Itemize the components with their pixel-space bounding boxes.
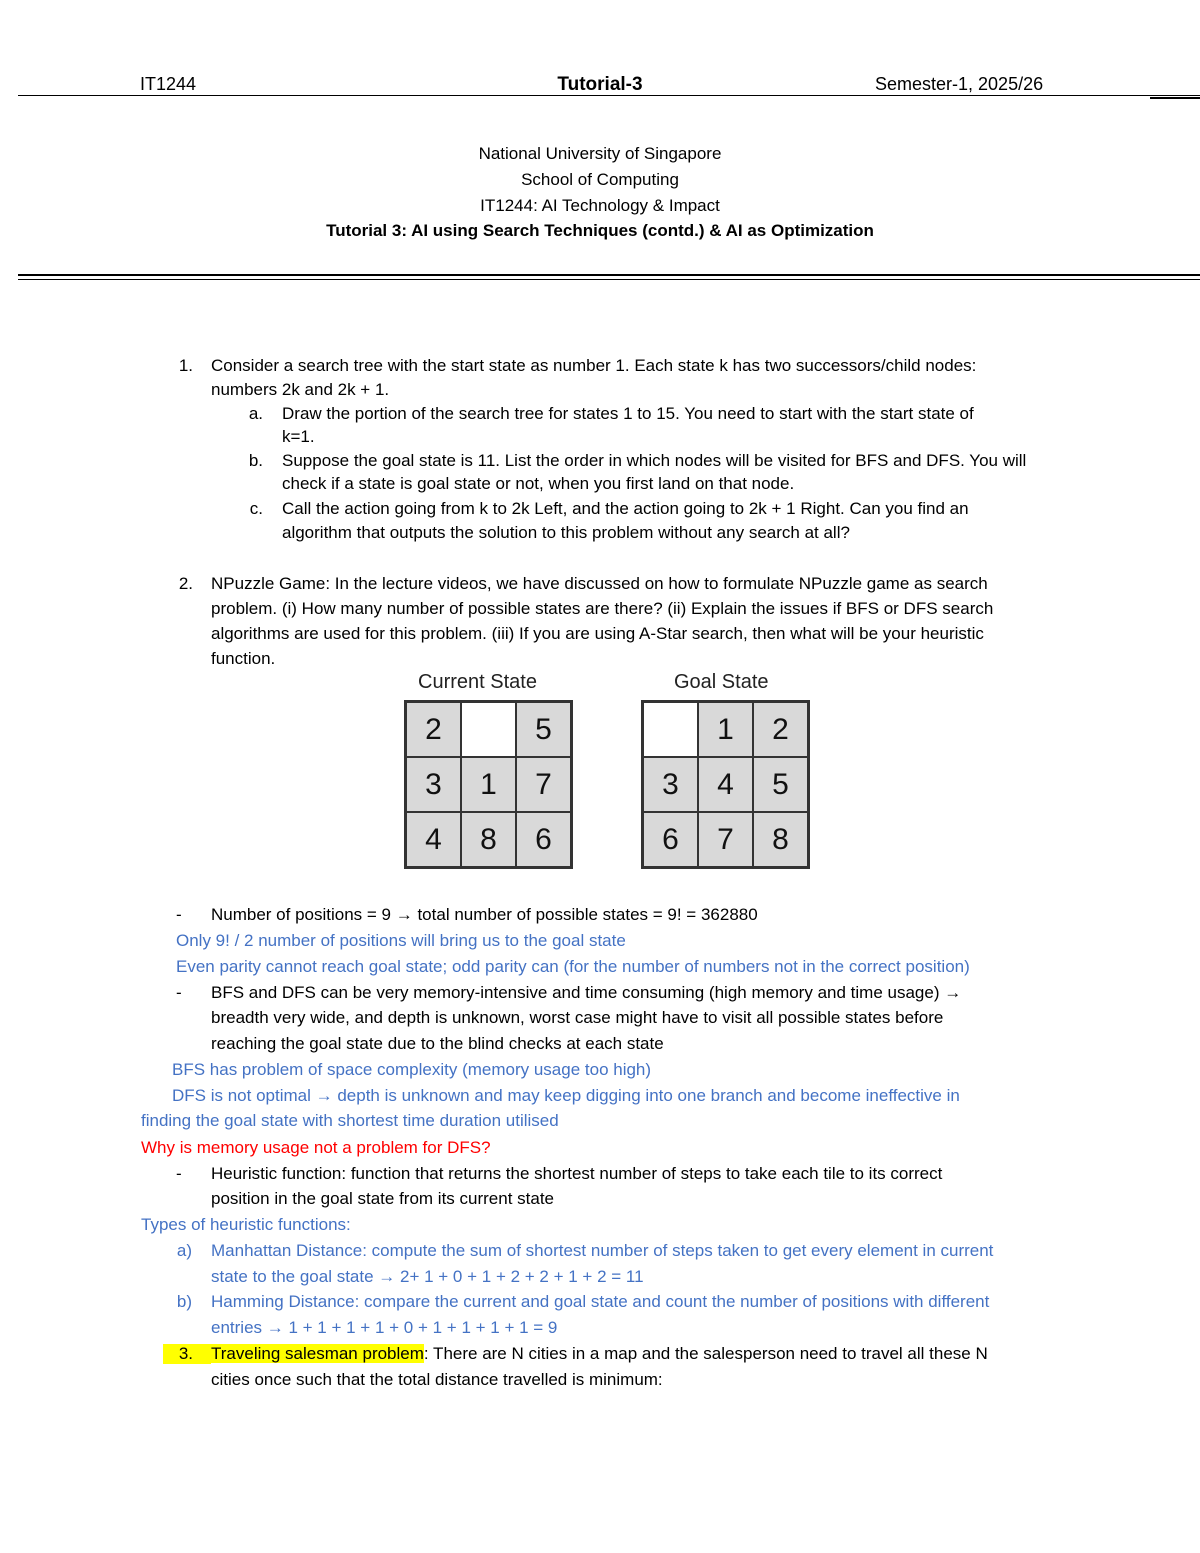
course-code: IT1244 [140,74,197,94]
header-rule [18,95,1200,96]
title-rule-bottom [18,279,1200,280]
manhattan-line2: state to the goal state → 2+ 1 + 0 + 1 + 2 + 2 + 1 + 2 = 11 [211,1267,644,1286]
goal-cell: 3 [643,757,698,812]
title-rule-top [18,274,1200,276]
q1b-line1: Suppose the goal state is 11. List the order in which nodes will be visited for BFS and DFS. You will [282,451,1027,470]
current-state-title: Current State [418,671,537,693]
goal-state-grid [641,700,810,869]
school-name: School of Computing [521,170,679,189]
goal-cell: 7 [698,812,753,867]
q3-line1-rest: : There are N cities in a map and the salesperson need to travel all these N [423,1344,988,1363]
current-cell: 1 [461,757,516,812]
semester-label: Semester-1, 2025/26 [875,74,1044,94]
q1c-label: c. [249,499,263,518]
header-rule-thick [1150,97,1200,99]
hamming-line2: entries → 1 + 1 + 1 + 1 + 0 + 1 + 1 + 1 + 1 = 9 [211,1318,558,1337]
current-state-grid [404,700,573,869]
states-answer: Number of positions = 9 → total number of possible states = 9! = 362880 [211,905,758,924]
q2-line2: problem. (i) How many number of possible states are there? (ii) Explain the issues if BFS or DFS search [211,599,994,618]
q2-line3: algorithms are used for this problem. (iii) If you are using A-Star search, then what will be your heuristic [211,624,984,643]
q1a-label: a. [248,404,263,423]
answer-note-blue: finding the goal state with shortest time duration utilised [141,1111,559,1130]
heuristic-answer-line2: position in the goal state from its current state [211,1189,555,1208]
current-cell: 8 [461,812,516,867]
q1a-line2: k=1. [282,427,315,446]
current-cell: 6 [516,812,571,867]
manhattan-label: a) [176,1241,192,1260]
manhattan-line1: Manhattan Distance: compute the sum of shortest number of steps taken to get every element in current [211,1241,994,1260]
current-cell: 5 [516,702,571,757]
current-cell: 3 [406,757,461,812]
heuristic-types-label: Types of heuristic functions: [141,1215,351,1234]
current-cell: 2 [406,702,461,757]
q3-line2: cities once such that the total distance travelled is minimum: [211,1370,663,1389]
q3-highlight-gap [193,1344,211,1364]
answer-note-blue: Even parity cannot reach goal state; odd parity can (for the number of numbers not in the correct position) [176,957,970,976]
goal-cell: 6 [643,812,698,867]
q1b-label: b. [248,451,263,470]
q1b-line2: check if a state is goal state or not, when you first land on that node. [282,474,795,493]
university-name: National University of Singapore [478,144,722,163]
bullet-dash: - [176,1164,182,1183]
q1c-line1: Call the action going from k to 2k Left, and the action going to 2k + 1 Right. Can you find an [282,499,969,518]
current-cell-empty [461,702,516,757]
q2-number: 2. [178,574,193,593]
goal-cell: 1 [698,702,753,757]
goal-cell: 4 [698,757,753,812]
q1a-line1: Draw the portion of the search tree for states 1 to 15. You need to start with the start state of [282,404,974,423]
current-cell: 7 [516,757,571,812]
q1-text-line1: Consider a search tree with the start state as number 1. Each state k has two successors/child nodes: [211,356,977,375]
q3-line1 [211,1344,988,1364]
q1-text-line2: numbers 2k and 2k + 1. [211,380,390,399]
heuristic-answer-line1: Heuristic function: function that returns the shortest number of steps to take each tile to its correct [211,1164,943,1183]
goal-cell: 5 [753,757,808,812]
current-cell: 4 [406,812,461,867]
q1c-line2: algorithm that outputs the solution to this problem without any search at all? [282,523,850,542]
goal-cell: 2 [753,702,808,757]
goal-cell-empty [643,702,698,757]
answer-note-blue: DFS is not optimal → depth is unknown and may keep digging into one branch and become ineffective in [172,1086,960,1105]
q3-number: 3. [163,1344,193,1364]
answer-question-red: Why is memory usage not a problem for DFS? [141,1138,491,1157]
bfs-dfs-answer-line1: BFS and DFS can be very memory-intensive and time consuming (high memory and time usage) → [211,983,962,1002]
q1-number: 1. [178,356,193,375]
bullet-dash: - [176,983,182,1002]
document-title: Tutorial-3 [557,74,643,95]
q3-highlighted-term: Traveling salesman problem [211,1344,424,1363]
answer-note-blue: Only 9! / 2 number of positions will bring us to the goal state [176,931,626,950]
hamming-label: b) [176,1292,192,1311]
bullet-dash: - [176,905,182,924]
hamming-line1: Hamming Distance: compare the current and goal state and count the number of positions with different [211,1292,990,1311]
q2-line1: NPuzzle Game: In the lecture videos, we have discussed on how to formulate NPuzzle game as search [211,574,988,593]
answer-note-blue: BFS has problem of space complexity (memory usage too high) [172,1060,652,1079]
bfs-dfs-answer-line3: reaching the goal state due to the blind checks at each state [211,1034,664,1053]
q2-line4: function. [211,649,276,668]
module-name: IT1244: AI Technology & Impact [480,196,720,215]
bfs-dfs-answer-line2: breadth very wide, and depth is unknown, worst case might have to visit all possible states before [211,1008,944,1027]
tutorial-title: Tutorial 3: AI using Search Techniques (contd.) & AI as Optimization [326,221,874,240]
goal-cell: 8 [753,812,808,867]
goal-state-title: Goal State [674,671,769,693]
